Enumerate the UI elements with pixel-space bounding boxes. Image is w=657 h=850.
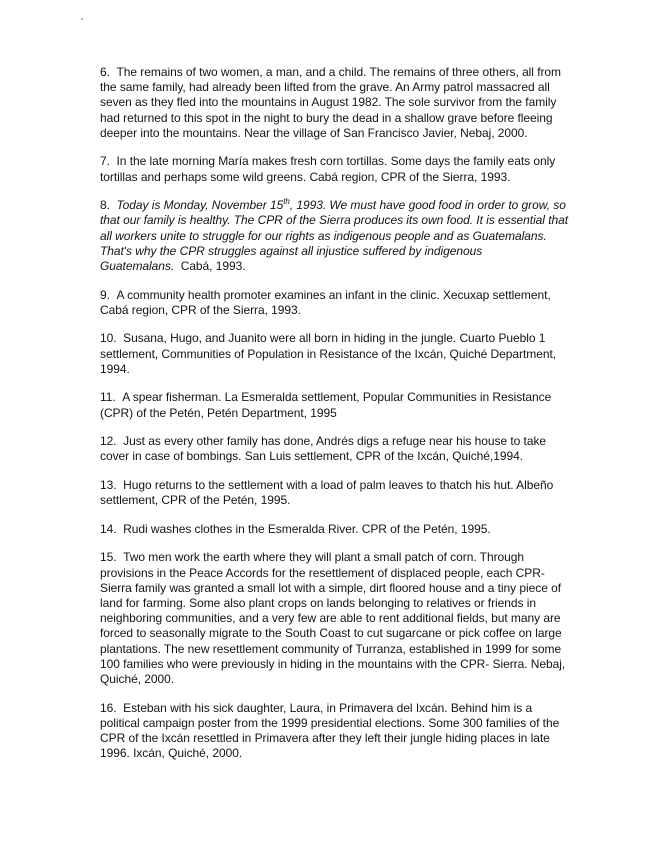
caption-number: 8. — [100, 198, 110, 213]
caption-text: Two men work the earth where they will plant a small patch of corn. Through provisions in the Peace Accords for the resettlement of displaced people, each CPR-Sierra family was granted a small lot with a simple, dirt floored house and a tiny piece of land for farming. Some also plant crops on lands belonging to relatives or friends in neighboring communities, and a very few are able to rent additional fields, but many are forced to seasonally migrate to the South Coast to cut sugarcane or pick coffee on large plantations. The new resettlement community of Turranza, established in 1999 for some 100 families who were previously in hiding in the mountains with the CPR- Sierra. Nebaj, Quiché, 2000. — [100, 550, 566, 687]
caption-text: Rudi washes clothes in the Esmeralda River. CPR of the Petén, 1995. — [123, 521, 491, 536]
caption-text: Esteban with his sick daughter, Laura, in Primavera del Ixcán. Behind him is a political campaign poster from the 1999 presidential elections. Some 300 families of the CPR of the Ixcán resettled in Primavera after they left their jungle hiding places in late 1996. Ixcán, Quiché, 2000. — [100, 700, 560, 761]
caption-number: 9. — [100, 287, 110, 302]
caption-text: A spear fisherman. La Esmeralda settlement, Popular Communities in Resistance (CPR) of the Petén, Petén Department, 1995 — [100, 390, 552, 420]
caption-number: 12. — [100, 434, 117, 449]
caption-text: The remains of two women, a man, and a child. The remains of three others, all from the same family, had already been lifted from the grave. An Army patrol massacred all seven as they fled into the mountains in August 1982. The sole survivor from the family had returned to this spot in the night to bury the dead in a shallow grave before fleeing deeper into the mountains. Near the village of San Francisco Javier, Nebaj, 2000. — [100, 65, 562, 140]
caption-number: 16. — [100, 700, 117, 715]
caption-item-12 — [100, 434, 570, 464]
caption-text: Hugo returns to the settlement with a load of palm leaves to thatch his hut. Albeño settlement, CPR of the Petén, 1995. — [100, 478, 554, 508]
caption-item-6 — [100, 65, 570, 141]
caption-item-8 — [100, 198, 570, 274]
caption-text: A community health promoter examines an infant in the clinic. Xecuxap settlement, Cabá region, CPR of the Sierra, 1993. — [100, 287, 551, 317]
caption-number: 6. — [100, 65, 110, 79]
caption-item-13 — [100, 478, 570, 508]
caption-italic-sup: th — [283, 197, 290, 207]
scan-speck — [81, 18, 83, 20]
caption-item-7 — [100, 154, 570, 184]
caption-number: 7. — [100, 154, 110, 169]
caption-number: 14. — [100, 521, 117, 536]
caption-number: 10. — [100, 331, 117, 346]
caption-tail: Cabá, 1993. — [180, 259, 246, 274]
caption-text: Susana, Hugo, and Juanito were all born in hiding in the jungle. Cuarto Pueblo 1 settlement, Communities of Population in Resistance of the Ixcán, Quiché Department, 1994. — [100, 331, 557, 376]
caption-list — [100, 65, 570, 775]
caption-item-9 — [100, 288, 570, 318]
caption-italic-post: , 1993. We must have good food in order to grow, so that our family is healthy. The CPR of the Sierra produces its own food. It is essential that all workers unite to struggle for our rights as indigenous people and as Guatemalans. That's why the CPR struggles against all injustice suffered by indigenous Guatemalans. — [100, 198, 569, 274]
caption-item-10 — [100, 331, 570, 377]
caption-item-15 — [100, 550, 570, 687]
caption-text: In the late morning María makes fresh corn tortillas. Some days the family eats only tortillas and perhaps some wild greens. Cabá region, CPR of the Sierra, 1993. — [100, 154, 556, 184]
caption-item-14 — [100, 522, 570, 537]
caption-italic-text — [100, 198, 568, 273]
caption-item-16 — [100, 701, 570, 762]
caption-number: 11. — [100, 390, 116, 405]
caption-number: 13. — [100, 478, 117, 492]
caption-italic-pre: Today is Monday, November 15 — [116, 198, 284, 213]
caption-item-11 — [100, 390, 570, 420]
caption-text: Just as every other family has done, Andrés digs a refuge near his house to take cover in case of bombings. San Luis settlement, CPR of the Ixcán, Quiché,1994. — [100, 434, 547, 464]
caption-number: 15. — [100, 550, 117, 565]
